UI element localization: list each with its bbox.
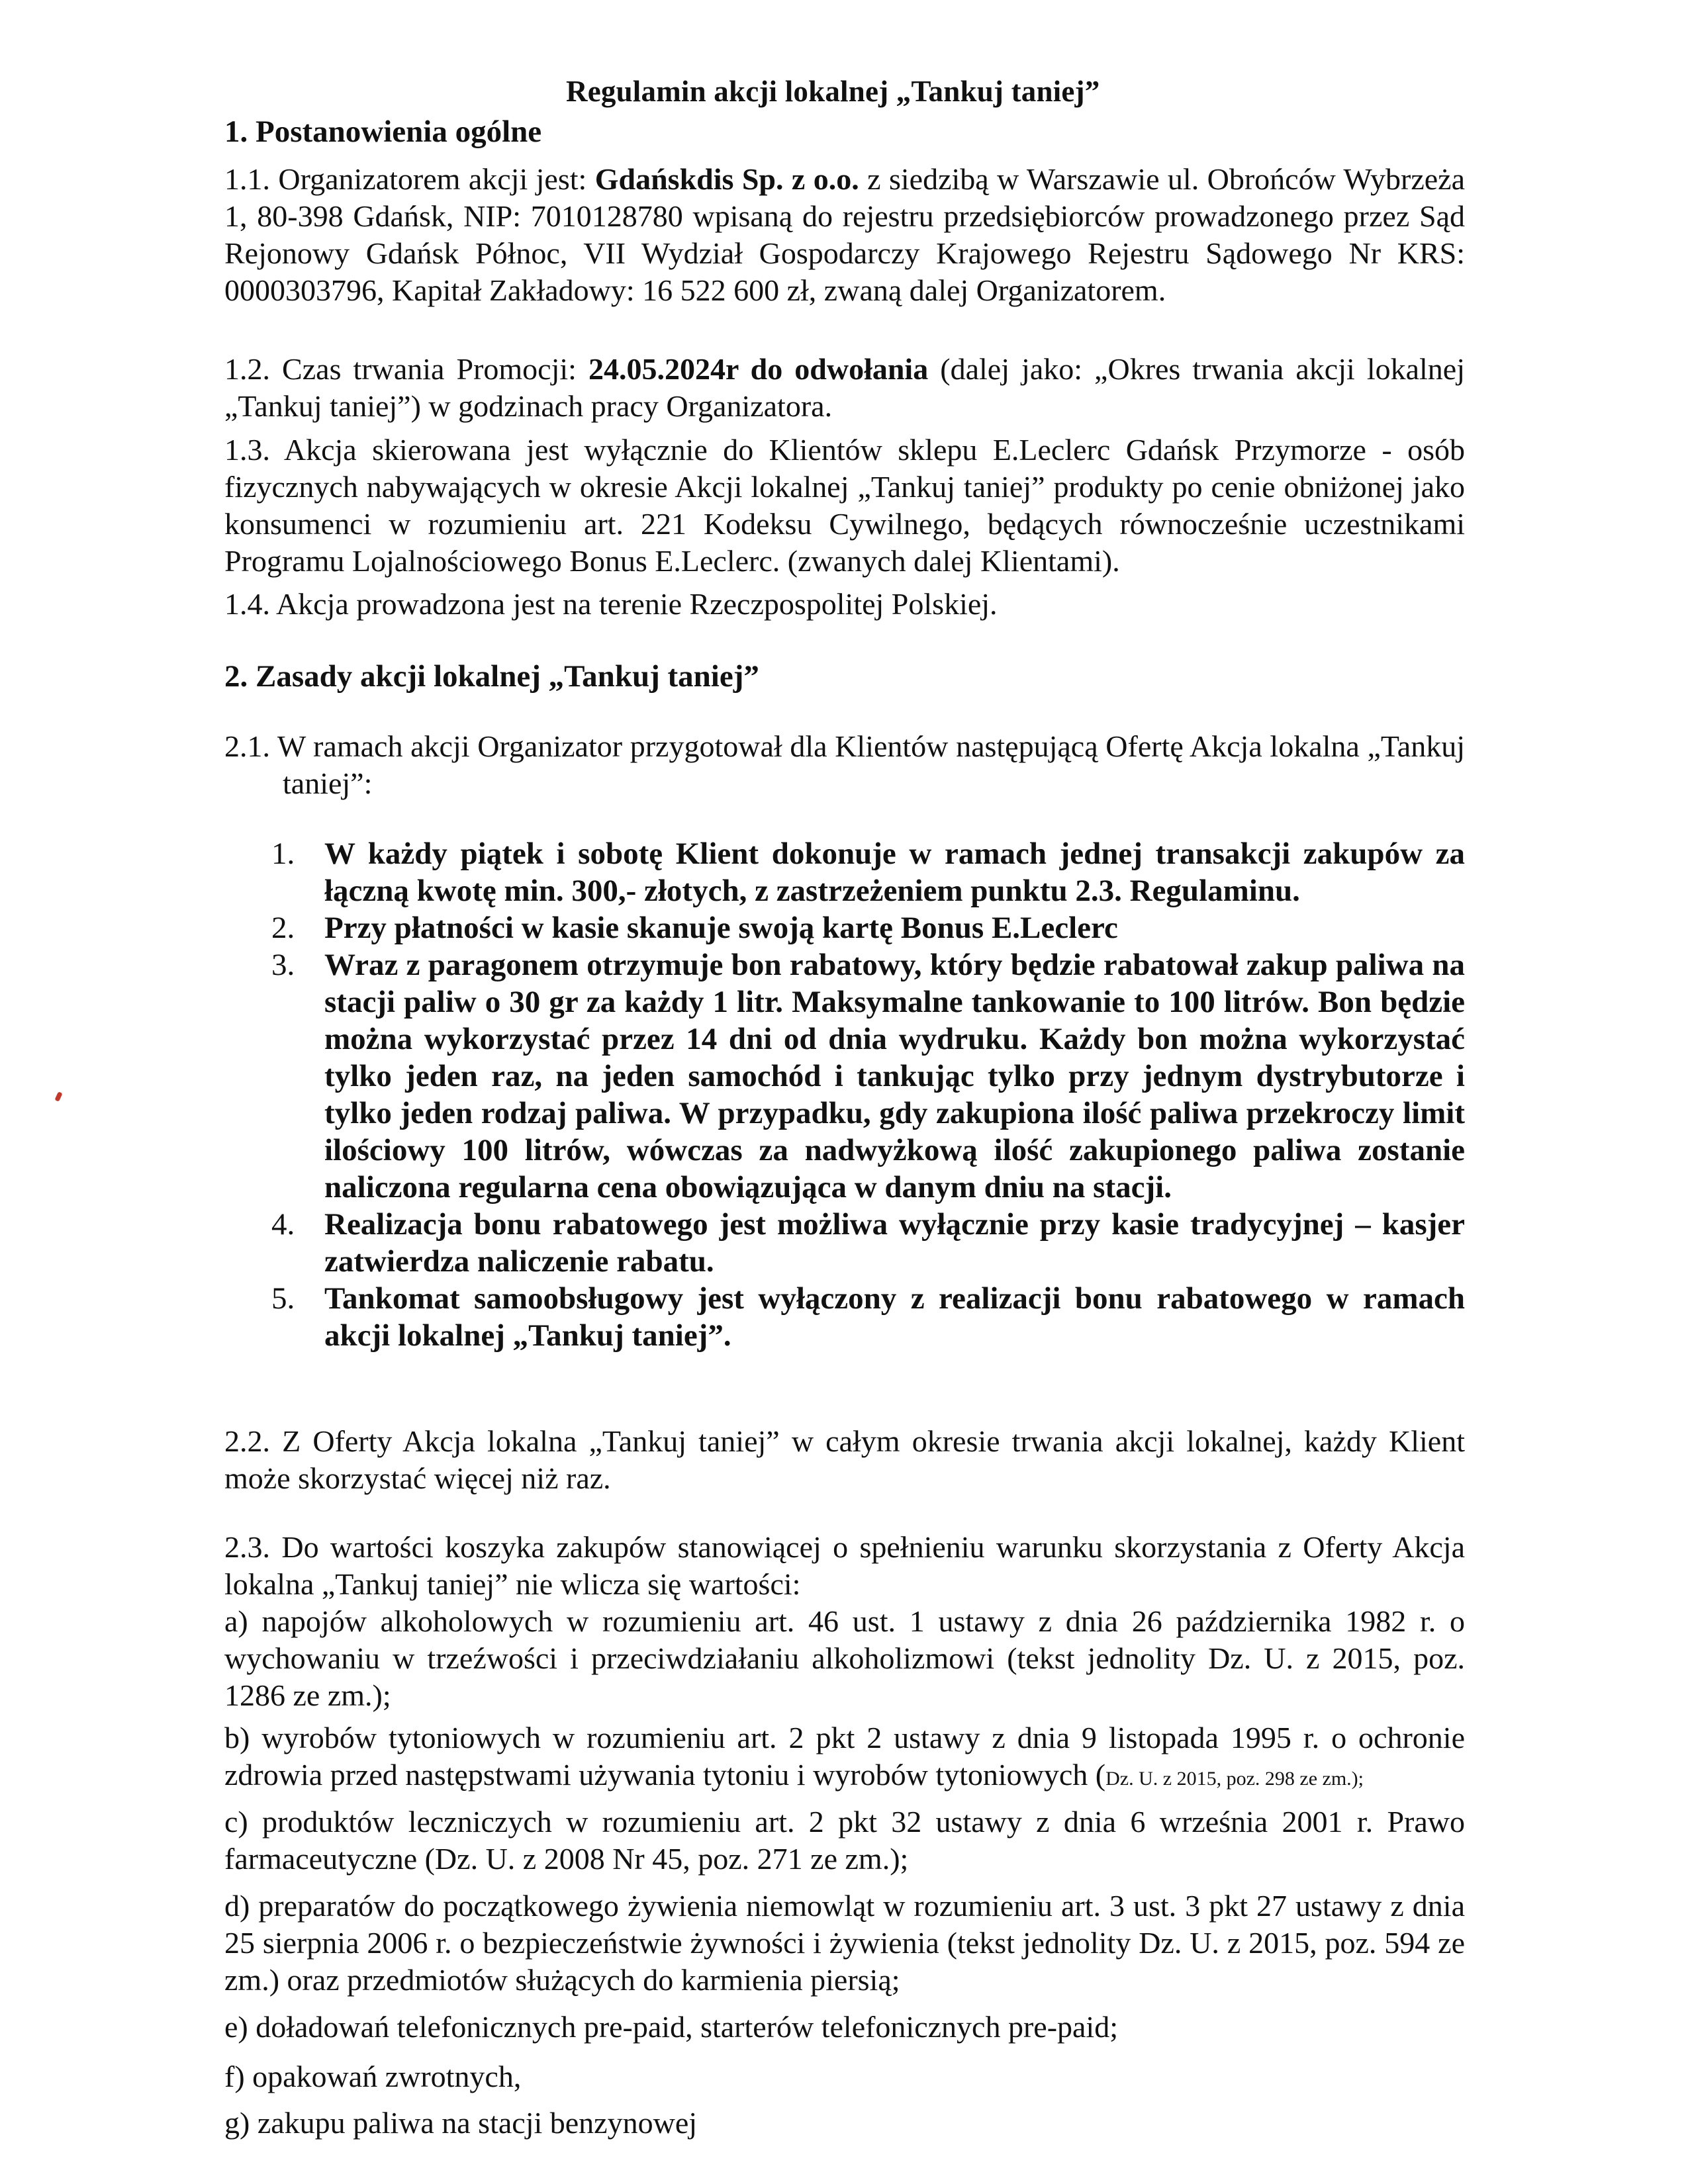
list-item	[271, 909, 1465, 946]
exclusion-item-g: g) zakupu paliwa na stacji benzynowej	[224, 2106, 698, 2140]
exclusion-item-b-text: b) wyrobów tytoniowych w rozumieniu art. 2 pkt 2 ustawy z dnia 9 listopada 1995 r. o ochronie zdrowia przed następstwami używania tytoniu i wyrobów tytoniowych (	[224, 1721, 1465, 1792]
exclusion-item-b	[224, 1719, 1465, 1797]
list-item-text: Przy płatności w kasie skanuje swoją kartę Bonus E.Leclerc	[324, 911, 1118, 945]
paragraph-1-1	[224, 161, 1465, 309]
list-item	[271, 835, 1465, 909]
list-item-number: 3.	[271, 948, 295, 982]
exclusion-item-c: c) produktów leczniczych w rozumieniu art. 2 pkt 32 ustawy z dnia 6 września 2001 r. Prawo farmaceutyczne (Dz. U. z 2008 Nr 45, poz. 271 ze zm.);	[224, 1805, 1465, 1876]
list-item-text: W każdy piątek i sobotę Klient dokonuje w ramach jednej transakcji zakupów za łączną kwotę min. 300,- złotych, z zastrzeżeniem punktu 2.3. Regulaminu.	[324, 837, 1465, 908]
section-1-heading: 1. Postanowienia ogólne	[224, 114, 542, 149]
organizer-name: Gdańskdis Sp. z o.o.	[594, 162, 859, 196]
list-item-text: Tankomat samoobsługowy jest wyłączony z realizacji bonu rabatowego w ramach akcji lokalnej „Tankuj taniej”.	[324, 1281, 1465, 1353]
promotion-period: 24.05.2024r do odwołania	[588, 352, 929, 386]
paragraph-1-3: 1.3. Akcja skierowana jest wyłącznie do Klientów sklepu E.Leclerc Gdańsk Przymorze - osób fizycznych nabywających w okresie Akcji lokalnej „Tankuj taniej” produkty po cenie obniżonej jako konsumenci w rozumieniu art. 221 Kodeksu Cywilnego, będących równocześnie uczestnikami Programu Lojalnościowego Bonus E.Leclerc. (zwanych dalej Klientami).	[224, 433, 1465, 578]
exclusion-item-e: e) doładowań telefonicznych pre-paid, starterów telefonicznych pre-paid;	[224, 2010, 1118, 2044]
list-item-text: Realizacja bonu rabatowego jest możliwa wyłącznie przy kasie tradycyjnej – kasjer zatwierdza naliczenie rabatu.	[324, 1207, 1465, 1279]
offer-rules-list	[271, 835, 1465, 1354]
paragraph-2-1: 2.1. W ramach akcji Organizator przygotował dla Klientów następującą Ofertę Akcja lokalna „Tankuj taniej”:	[224, 729, 1465, 800]
paragraph-1-1-text: z siedzibą w Warszawie ul. Obrońców Wybrzeża 1, 80-398 Gdańsk, NIP: 7010128780 wpisaną do rejestru przedsiębiorców prowadzonego przez Sąd Rejonowy Gdańsk Północ, VII Wydział Gospodarczy Krajowego Rejestru Sądowego Nr KRS: 0000303796, Kapitał Zakładowy: 16 522 600 zł, zwaną dalej Organizatorem.	[224, 162, 1466, 307]
section-2-heading: 2. Zasady akcji lokalnej „Tankuj taniej”	[224, 659, 759, 694]
list-item-number: 2.	[271, 911, 295, 945]
paragraph-1-2-prefix: 1.2. Czas trwania Promocji:	[224, 352, 588, 386]
paragraph-1-1-prefix: 1.1. Organizatorem akcji jest:	[224, 162, 595, 196]
list-item-number: 1.	[271, 837, 295, 871]
list-item	[271, 1206, 1465, 1280]
list-item-number: 4.	[271, 1207, 295, 1242]
list-item-text: Wraz z paragonem otrzymuje bon rabatowy, który będzie rabatował zakup paliwa na stacji paliw o 30 gr za każdy 1 litr. Maksymalne tankowanie to 100 litrów. Bon będzie można wykorzystać przez 14 dni od dnia wydruku. Każdy bon można wykorzystać tylko jeden raz, na jeden samochód i tankując tylko przy jednym dystrybutorze i tylko jeden rodzaj paliwa. W przypadku, gdy zakupiona ilość paliwa przekroczy limit ilościowy 100 litrów, wówczas za nadwyżkową ilość zakupionego paliwa zostanie naliczona regularna cena obowiązująca w danym dniu na stacji.	[324, 948, 1465, 1205]
margin-mark	[54, 1091, 62, 1102]
exclusion-item-a: a) napojów alkoholowych w rozumieniu art. 46 ust. 1 ustawy z dnia 26 października 1982 r. o wychowaniu w trzeźwości i przeciwdziałaniu alkoholizmowi (tekst jednolity Dz. U. z 2015, poz. 1286 ze zm.);	[224, 1604, 1465, 1712]
list-item	[271, 946, 1465, 1206]
paragraph-1-2-text: (dalej jako: „Okres trwania akcji lokalnej „Tankuj taniej”) w godzinach pracy Organizatora.	[224, 352, 1465, 423]
paragraph-1-4: 1.4. Akcja prowadzona jest na terenie Rzeczpospolitej Polskiej.	[224, 587, 998, 621]
page-title: Regulamin akcji lokalnej „Tankuj taniej”	[566, 75, 1100, 108]
paragraph-1-2	[224, 351, 1465, 425]
list-item-number: 5.	[271, 1281, 295, 1316]
list-item	[271, 1280, 1465, 1354]
paragraph-2-3: 2.3. Do wartości koszyka zakupów stanowiącej o spełnieniu warunku skorzystania z Oferty Akcja lokalna „Tankuj taniej” nie wlicza się wartości:	[224, 1530, 1465, 1601]
exclusion-item-b-citation: Dz. U. z 2015, poz. 298 ze zm.);	[1105, 1768, 1364, 1790]
exclusion-item-f: f) opakowań zwrotnych,	[224, 2060, 522, 2093]
exclusion-item-d: d) preparatów do początkowego żywienia niemowląt w rozumieniu art. 3 ust. 3 pkt 27 ustawy z dnia 25 sierpnia 2006 r. o bezpieczeństwie żywności i żywienia (tekst jednolity Dz. U. z 2015, poz. 594 ze zm.) oraz przedmiotów służących do karmienia piersią;	[224, 1889, 1465, 1997]
paragraph-2-2: 2.2. Z Oferty Akcja lokalna „Tankuj taniej” w całym okresie trwania akcji lokalnej, każdy Klient może skorzystać więcej niż raz.	[224, 1424, 1465, 1495]
